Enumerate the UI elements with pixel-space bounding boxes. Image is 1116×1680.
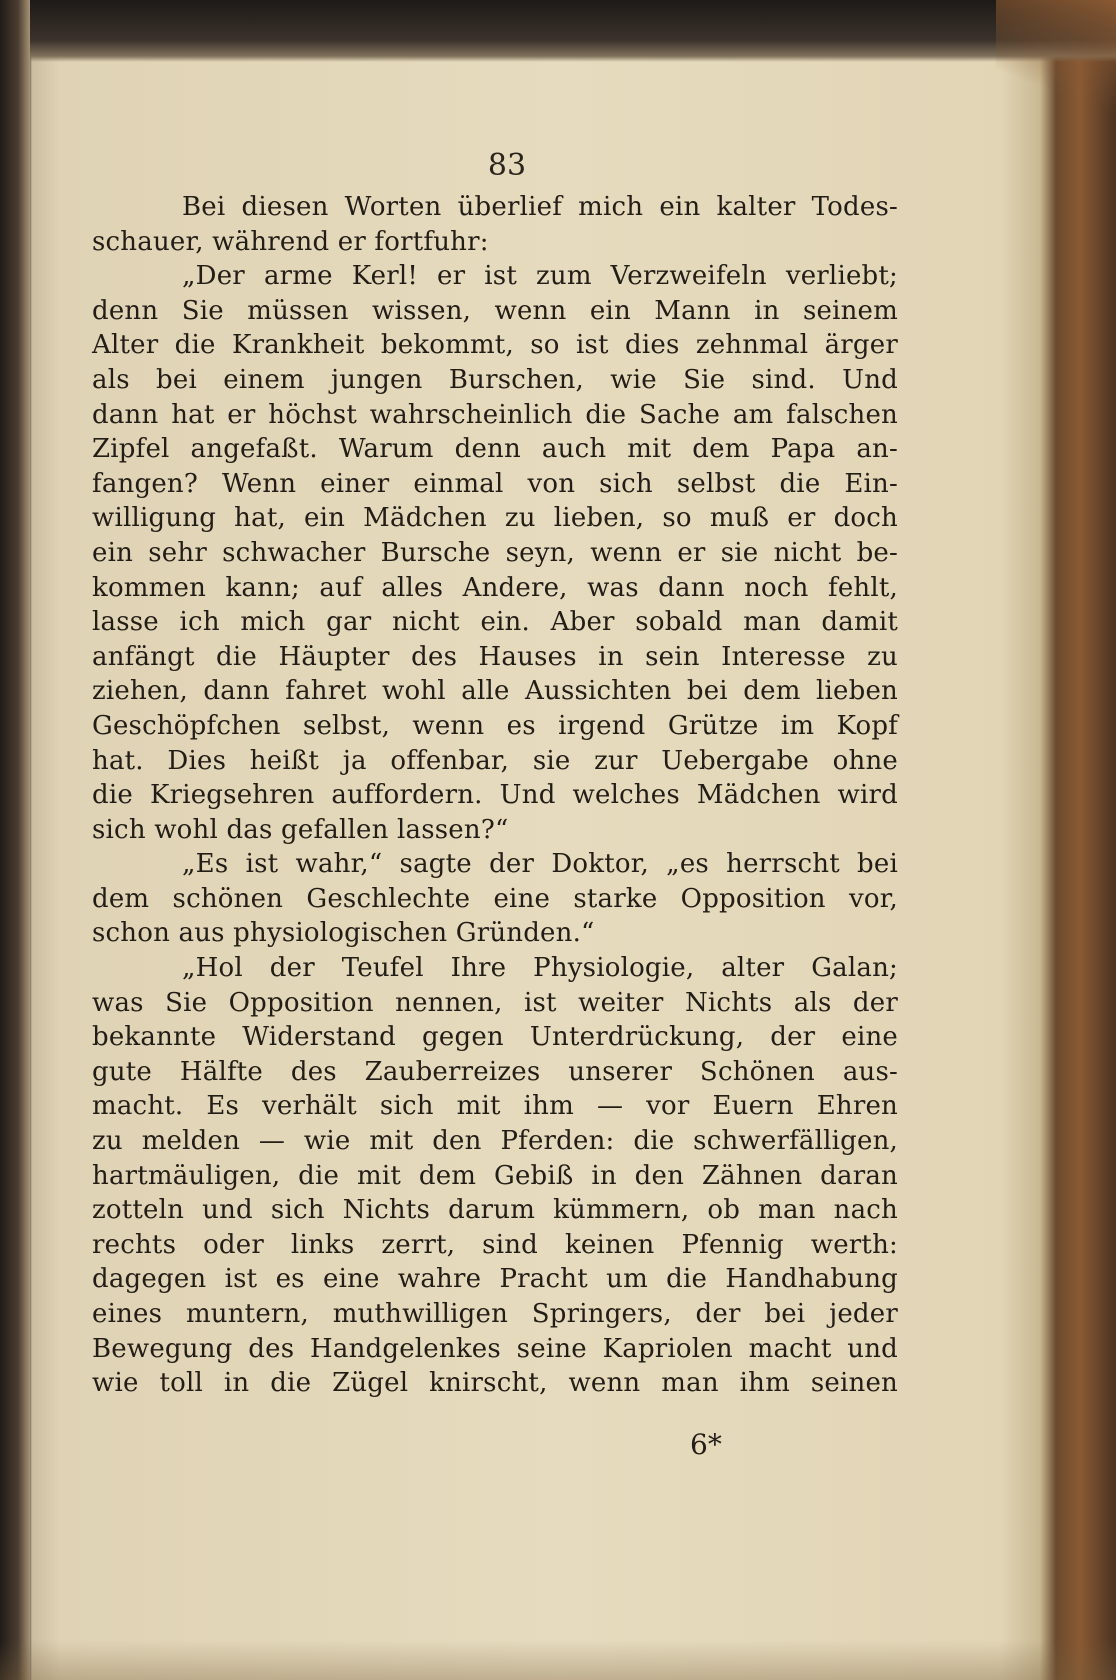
text-line: macht. Es verhält sich mit ihm — vor Euern Ehren: [92, 1091, 898, 1122]
printer-signature-mark: 6*: [690, 1428, 722, 1461]
text-line: Bewegung des Handgelenkes seine Kapriolen macht und: [92, 1333, 898, 1364]
book-spine-edge: [0, 0, 30, 1680]
book-cover-top-edge: [0, 0, 1116, 62]
text-line: Geschöpfchen selbst, wenn es irgend Grütze im Kopf: [92, 710, 898, 741]
text-line: bekannte Widerstand gegen Unterdrückung, der eine: [92, 1022, 898, 1053]
text-line: dagegen ist es eine wahre Pracht um die Handhabung: [92, 1264, 898, 1295]
text-line: fangen? Wenn einer einmal von sich selbst die Ein-: [92, 468, 898, 499]
text-line: ein sehr schwacher Bursche seyn, wenn er sie nicht be-: [92, 537, 898, 568]
text-line: denn Sie müssen wissen, wenn ein Mann in seinem: [92, 295, 898, 326]
text-line: Bei diesen Worten überlief mich ein kalter Todes-: [182, 192, 898, 222]
text-line: schauer, während er fortfuhr:: [92, 226, 489, 257]
text-line: wie toll in die Zügel knirscht, wenn man ihm seinen: [92, 1368, 898, 1399]
text-line: ziehen, dann fahret wohl alle Aussichten bei dem lieben: [92, 676, 898, 707]
text-line: kommen kann; auf alles Andere, was dann noch fehlt,: [92, 572, 898, 603]
text-line: hat. Dies heißt ja offenbar, sie zur Uebergabe ohne: [92, 745, 898, 776]
page-number: 83: [487, 148, 527, 183]
text-line: die Kriegsehren auffordern. Und welches Mädchen wird: [92, 780, 898, 811]
text-line: zotteln und sich Nichts darum kümmern, ob man nach: [92, 1195, 898, 1226]
text-line: „Hol der Teufel Ihre Physiologie, alter Galan;: [182, 953, 898, 984]
text-line: willigung hat, ein Mädchen zu lieben, so muß er doch: [92, 503, 898, 534]
text-line: Alter die Krankheit bekommt, so ist dies zehnmal ärger: [92, 330, 898, 361]
text-line: dann hat er höchst wahrscheinlich die Sache am falschen: [92, 399, 898, 430]
text-line: lasse ich mich gar nicht ein. Aber sobald man damit: [92, 607, 898, 638]
page-bottom-shadow: [0, 1640, 1116, 1680]
text-line: sich wohl das gefallen lassen?“: [92, 814, 509, 845]
text-line: schon aus physiologischen Gründen.“: [92, 918, 595, 949]
text-line: eines muntern, muthwilligen Springers, der bei jeder: [92, 1299, 898, 1329]
text-line: anfängt die Häupter des Hauses in sein Interesse zu: [92, 641, 898, 672]
book-cover-corner: [996, 0, 1116, 120]
text-line: zu melden — wie mit den Pferden: die schwerfälligen,: [92, 1126, 898, 1157]
text-line: was Sie Opposition nennen, ist weiter Nichts als der: [92, 987, 898, 1018]
page-body-text: [92, 190, 898, 1401]
text-line: gute Hälfte des Zauberreizes unserer Schönen aus-: [92, 1056, 898, 1087]
text-line: Zipfel angefaßt. Warum denn auch mit dem Papa an-: [92, 434, 898, 465]
text-line: rechts oder links zerrt, sind keinen Pfennig werth:: [92, 1229, 898, 1260]
text-line: als bei einem jungen Burschen, wie Sie sind. Und: [92, 364, 898, 395]
text-line: dem schönen Geschlechte eine starke Opposition vor,: [92, 883, 898, 914]
text-line: „Der arme Kerl! er ist zum Verzweifeln verliebt;: [182, 261, 898, 292]
text-line: „Es ist wahr,“ sagte der Doktor, „es herrscht bei: [182, 849, 898, 880]
text-line: hartmäuligen, die mit dem Gebiß in den Zähnen daran: [92, 1160, 898, 1191]
